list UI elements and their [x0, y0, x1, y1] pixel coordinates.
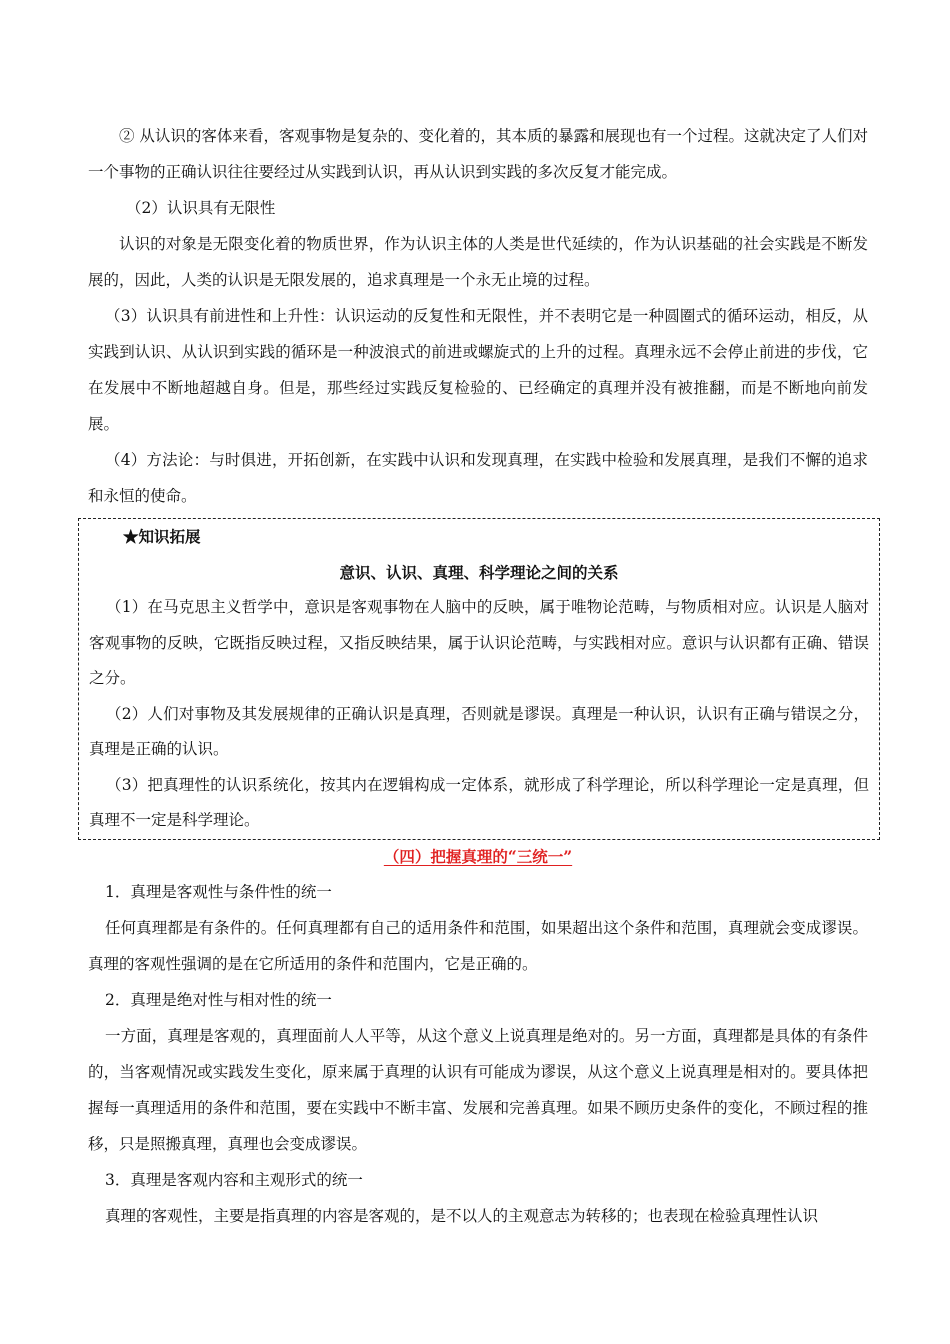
- knowledge-item: （2）人们对事物及其发展规律的正确认识是真理，否则就是谬误。真理是一种认识，认识有正确与错误之分，真理是正确的认识。: [89, 704, 869, 758]
- point-heading: 3．真理是客观内容和主观形式的统一: [105, 1170, 363, 1189]
- knowledge-extension-label: ★知识拓展: [123, 527, 201, 546]
- point-body: 任何真理都是有条件的。任何真理都有自己的适用条件和范围，如果超出这个条件和范围，真理就会变成谬误。真理的客观性强调的是在它所适用的条件和范围内，它是正确的。: [88, 918, 868, 973]
- knowledge-item: （3）把真理性的认识系统化，按其内在逻辑构成一定体系，就形成了科学理论，所以科学理论一定是真理，但真理不一定是科学理论。: [89, 775, 869, 829]
- section-title: （四）把握真理的“三统一”: [383, 846, 573, 866]
- knowledge-extension-box: [78, 518, 880, 840]
- paragraph-object-process: ② 从认识的客体来看，客观事物是复杂的、变化着的，其本质的暴露和展现也有一个过程。这就决定了人们对一个事物的正确认识往往要经过从实践到认识，再从认识到实践的多次反复才能完成。: [88, 127, 868, 181]
- point-body: 一方面，真理是客观的，真理面前人人平等，从这个意义上说真理是绝对的。另一方面，真理都是具体的有条件的，当客观情况或实践发生变化，原来属于真理的认识有可能成为谬误，从这个意义上说真理是相对的。要具体把握每一真理适用的条件和范围，要在实践中不断丰富、发展和完善真理。如果不顾历史条件的变化，不顾过程的推移，只是照搬真理，真理也会变成谬误。: [88, 1026, 868, 1153]
- point-body: 真理的客观性，主要是指真理的内容是客观的，是不以人的主观意志为转移的；也表现在检验真理性认识: [105, 1206, 819, 1225]
- point-heading: 1．真理是客观性与条件性的统一: [105, 882, 332, 901]
- paragraph-methodology: （4）方法论：与时俱进，开拓创新，在实践中认识和发现真理，在实践中检验和发展真理，是我们不懈的追求和永恒的使命。: [88, 451, 868, 505]
- paragraph-progressive: （3）认识具有前进性和上升性：认识运动的反复性和无限性，并不表明它是一种圆圈式的循环运动，相反，从实践到认识、从认识到实践的循环是一种波浪式的前进或螺旋式的上升的过程。真理永远不会停止前进的步伐，它在发展中不断地超越自身。但是，那些经过实践反复检验的、已经确定的真理并没有被推翻，而是不断地向前发展。: [88, 307, 868, 433]
- document-page: [88, 118, 868, 1234]
- point-heading: 2．真理是绝对性与相对性的统一: [105, 990, 332, 1009]
- paragraph-infinity: 认识的对象是无限变化着的物质世界，作为认识主体的人类是世代延续的，作为认识基础的社会实践是不断发展的，因此，人类的认识是无限发展的，追求真理是一个永无止境的过程。: [88, 235, 868, 289]
- knowledge-item: （1）在马克思主义哲学中，意识是客观事物在人脑中的反映，属于唯物论范畴，与物质相对应。认识是人脑对客观事物的反映，它既指反映过程，又指反映结果，属于认识论范畴，与实践相对应。意识与认识都有正确、错误之分。: [89, 598, 869, 687]
- heading-infinity: （2）认识具有无限性: [126, 199, 276, 217]
- knowledge-extension-title: 意识、认识、真理、科学理论之间的关系: [339, 562, 619, 582]
